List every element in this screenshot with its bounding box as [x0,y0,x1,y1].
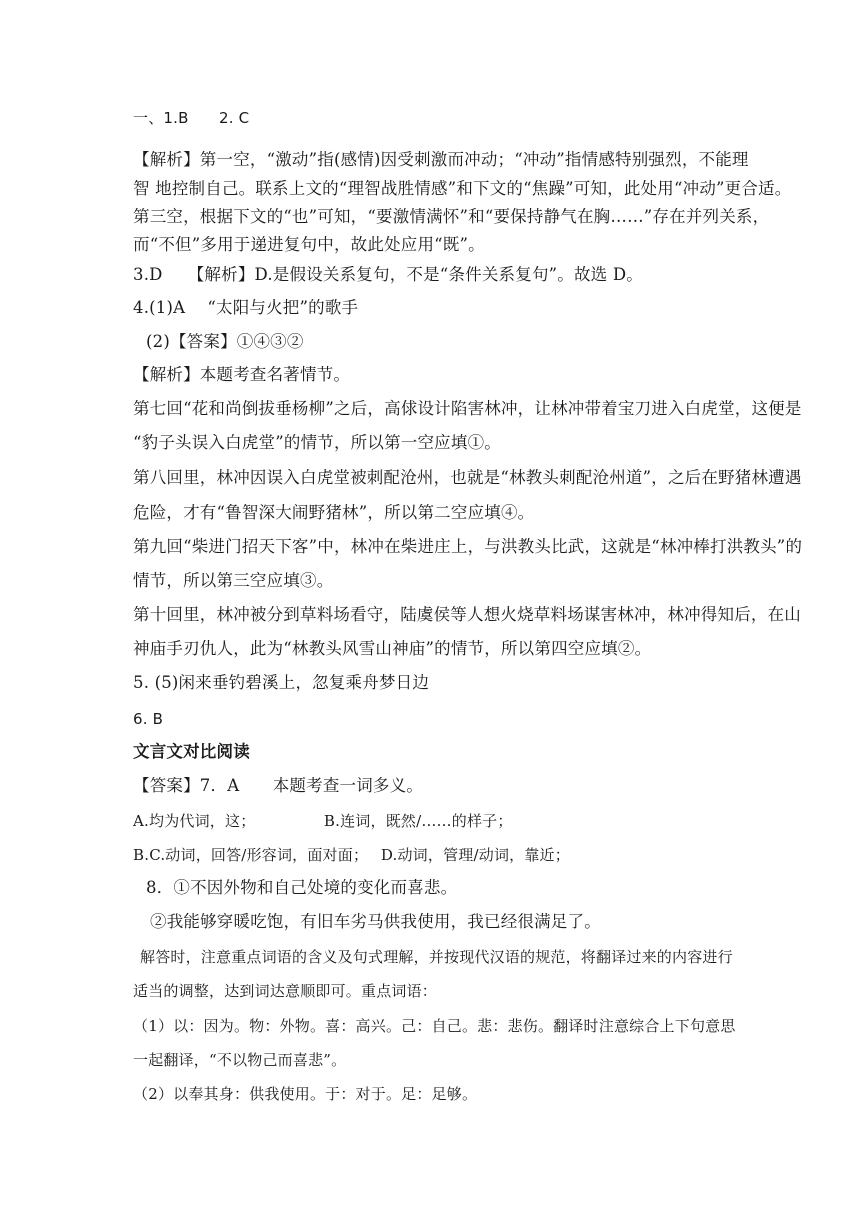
answer-line-5: 5. (5)闲来垂钓碧溪上，忽复乘舟梦日边 [133,673,430,692]
analysis-line: 神庙手刃仇人，此为“林教头风雪山神庙”的情节，所以第四空应填②。 [133,639,652,658]
analysis-line: 情节，所以第三空应填③。 [133,571,334,590]
answer-line-1-2: 一、1.B 2. C [133,109,250,127]
explanation-line: 适当的调整，达到词达意顺即可。重点词语： [133,982,438,1000]
explanation-line: 解答时，注意重点词语的含义及句式理解，并按现代汉语的规范，将翻译过来的内容进行 [140,948,733,966]
option-line: A.均为代词，这； B.连词，既然/……的样子； [133,812,513,830]
analysis-line: 第十回里，林冲被分到草料场看守，陆虞侯等人想火烧草料场谋害林冲，林冲得知后，在山 [133,605,801,624]
analysis-line: 【解析】第一空，“激动”指(感情)因受刺激而冲动；“冲动”指情感特别强烈，不能理 [133,150,749,169]
analysis-line: 【解析】本题考查名著情节。 [133,365,351,384]
option-line: B.C.动词，回答/形容词，面对面； D.动词，管理/动词，靠近； [133,846,570,864]
answer-line-4-2: (2)【答案】①④③② [146,332,304,351]
answer-line-8-2: ②我能够穿暖吃饱，有旧车劣马供我使用，我已经很满足了。 [150,912,601,931]
explanation-line: （2）以奉其身：供我使用。于：对于。足：足够。 [133,1085,478,1103]
analysis-line: 第九回“柴进门招天下客”中，林冲在柴进庄上，与洪教头比武，这就是“林冲棒打洪教头”的 [133,537,803,556]
answer-line-8-1: 8．①不因外物和自己处境的变化而喜悲。 [146,878,458,897]
answer-line-7: 【答案】7．A 本题考查一词多义。 [133,776,424,795]
analysis-line: “豹子头误入白虎堂”的情节，所以第一空应填①。 [133,433,501,452]
analysis-line: 智 地控制自己。联系上文的“理智战胜情感”和下文的“焦躁”可知，此处用“冲动”更合适。 [133,179,792,198]
answer-line-4-1: 4.(1)A “太阳与火把”的歌手 [133,298,359,317]
analysis-line: 第八回里，林冲因误入白虎堂被刺配沧州，也就是“林教头刺配沧州道”，之后在野猪林遭遇 [133,468,802,487]
analysis-line: 危险，才有“鲁智深大闹野猪林”，所以第二空应填④。 [133,503,535,522]
section-heading: 文言文对比阅读 [133,742,250,761]
analysis-line: 第七回“花和尚倒拔垂杨柳”之后，高俅设计陷害林冲，让林冲带着宝刀进入白虎堂，这便是 [133,399,802,418]
analysis-line: 而“不但”多用于递进复句中，故此处应用“既”。 [133,235,485,254]
explanation-line: 一起翻译，“不以物己而喜悲”。 [133,1051,347,1069]
answer-line-6: 6. B [133,710,164,728]
explanation-line: （1）以：因为。物：外物。喜：高兴。己：自己。悲：悲伤。翻译时注意综合上下句意思 [133,1017,736,1035]
answer-line-3: 3.D 【解析】D.是假设关系复句，不是“条件关系复句”。故选 D。 [133,265,643,284]
analysis-line: 第三空，根据下文的“也”可知，“要激情满怀”和“要保持静气在胸……”存在并列关系， [133,207,770,226]
